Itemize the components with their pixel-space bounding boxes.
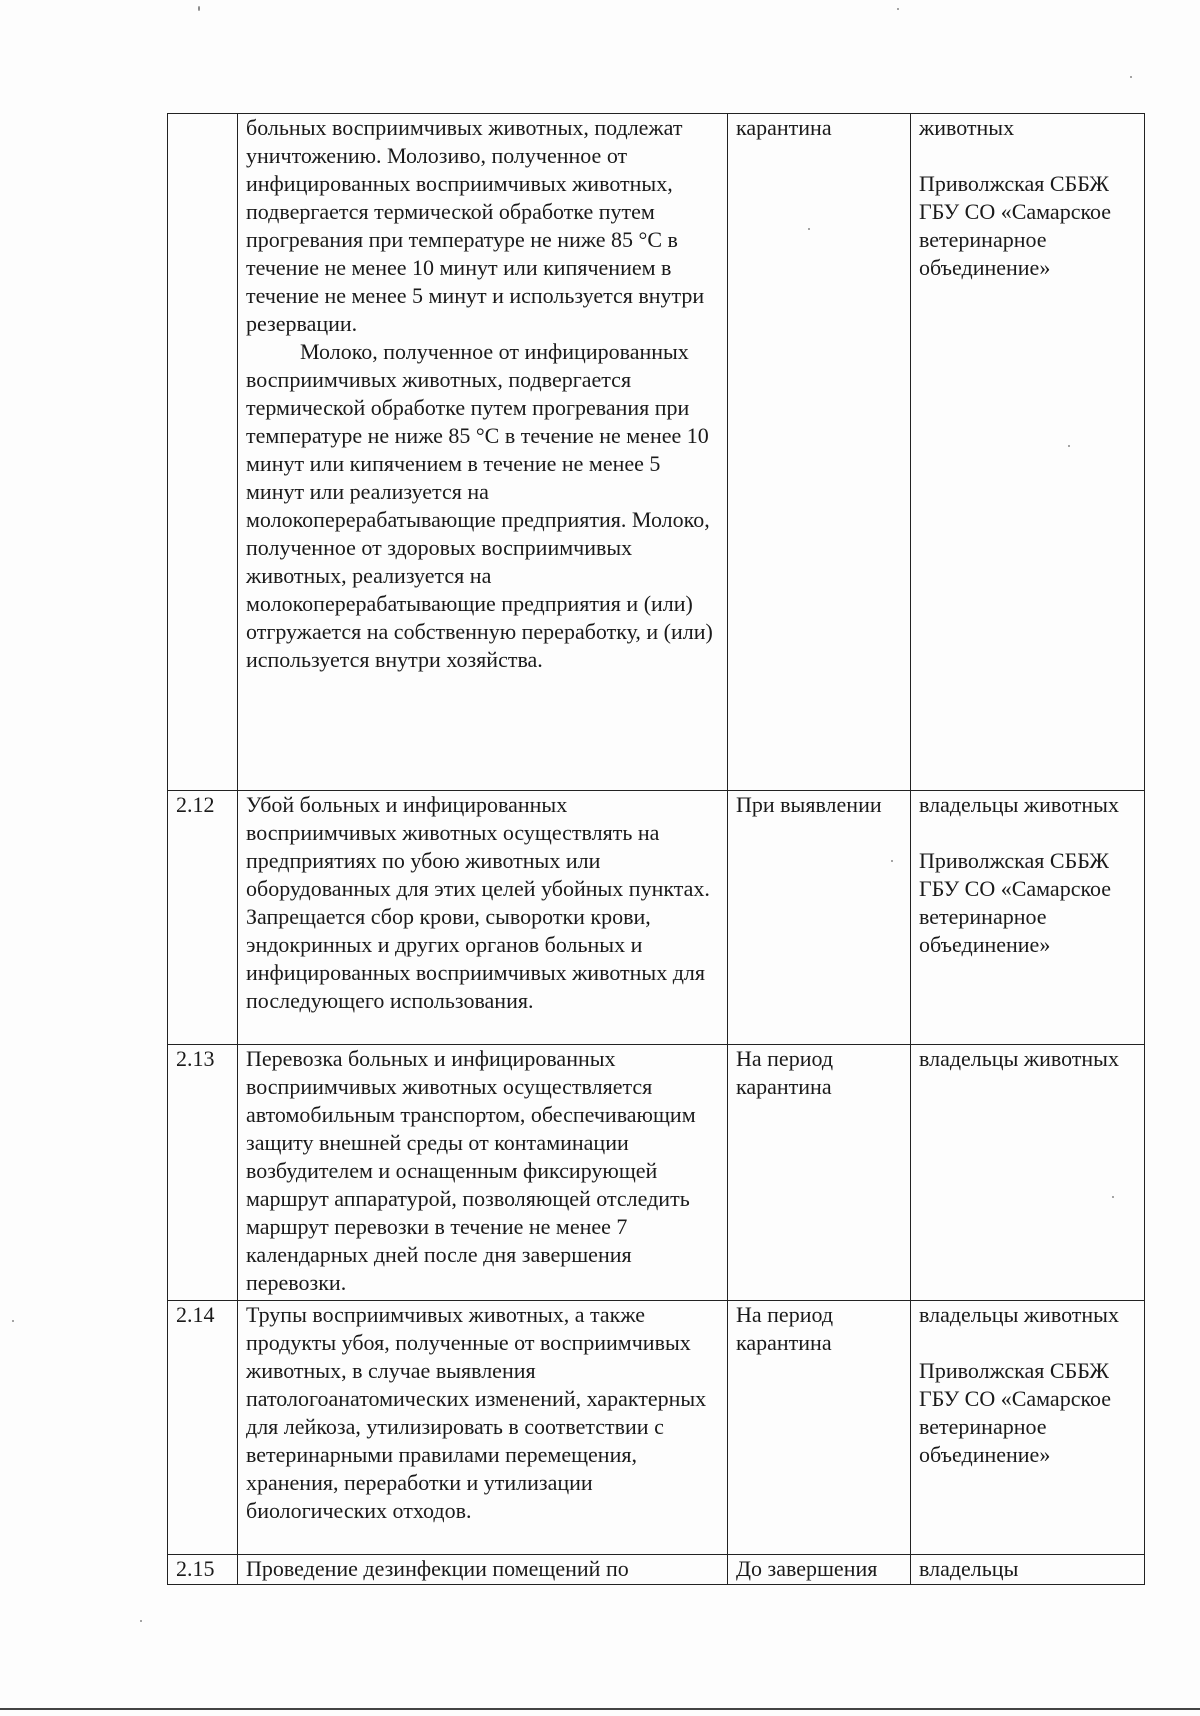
table-row (168, 1555, 1145, 1585)
responsible-cell (911, 1555, 1145, 1585)
scan-speck (808, 228, 810, 230)
measure-paragraph: Молоко, полученное от инфицированных восприимчивых животных, подвергается термической обработке путем прогревания при температуре не ниже 85 °С в течение не менее 10 минут или кипячением в течение не менее 5 минут или реализуется на молокоперерабатывающие предприятия. Молоко, полученное от здоровых восприимчивых животных, реализуется на молокоперерабатывающие предприятия и (или) отгружается на собственную переработку, и (или) используется внутри хозяйства. (246, 339, 713, 672)
scan-speck (897, 8, 899, 10)
table-row (168, 1301, 1145, 1555)
measure-text (238, 114, 728, 791)
measure-text: Трупы восприимчивых животных, а также продукты убоя, полученные от восприимчивых животных, в случае выявления патологоанатомических изменений, характерных для лейкоза, утилизировать в соответствии с ветеринарными правилами перемещения, хранения, переработки и утилизации биологических отходов. (238, 1301, 728, 1555)
responsible-organization: Приволжская СББЖ ГБУ СО «Самарское ветеринарное объединение» (919, 848, 1112, 957)
scan-edge (0, 1708, 1200, 1710)
deadline-cell: На период карантина (728, 1301, 911, 1555)
deadline-cell: При выявлении (728, 791, 911, 1045)
responsible-owner: владельцы животных (919, 1046, 1119, 1071)
scan-speck (1130, 76, 1132, 78)
responsible-cell (911, 1301, 1145, 1555)
responsible-owner: владельцы животных (919, 792, 1119, 817)
scan-speck (891, 860, 893, 862)
responsible-organization: Приволжская СББЖ ГБУ СО «Самарское ветеринарное объединение» (919, 1358, 1112, 1467)
scan-speck (1112, 1196, 1114, 1198)
measure-text: Перевозка больных и инфицированных восприимчивых животных осуществляется автомобильным транспортом, обеспечивающим защиту внешней среды от контаминации возбудителем и оснащенным фиксирующей маршрут аппаратурой, позволяющей отследить маршрут перевозки в течение не менее 7 календарных дней после дня завершения перевозки. (238, 1045, 728, 1301)
table-row (168, 1045, 1145, 1301)
measure-text: Проведение дезинфекции помещений по (238, 1555, 728, 1585)
responsible-owner: владельцы животных (919, 1302, 1119, 1327)
table-row (168, 791, 1145, 1045)
responsible-cell (911, 114, 1145, 791)
item-number: 2.15 (168, 1555, 238, 1585)
scan-speck (1068, 445, 1070, 447)
scan-speck (12, 1320, 14, 1322)
responsible-owner: животных (919, 115, 1015, 140)
item-number: 2.14 (168, 1301, 238, 1555)
item-number: 2.12 (168, 791, 238, 1045)
measure-text: Убой больных и инфицированных восприимчивых животных осуществлять на предприятиях по убою животных или оборудованных для этих целей убойных пунктах. Запрещается сбор крови, сыворотки крови, эндокринных и других органов больных и инфицированных восприимчивых животных для последующего использования. (238, 791, 728, 1045)
deadline-cell: карантина (728, 114, 911, 791)
item-number: 2.13 (168, 1045, 238, 1301)
measure-paragraph: больных восприимчивых животных, подлежат уничтожению. Молозиво, полученное от инфицированных восприимчивых животных, подвергается термической обработке путем прогревания при температуре не ниже 85 °С в течение не менее 10 минут или кипячением в течение не менее 5 минут и используется внутри резервации. (246, 115, 705, 336)
responsible-cell (911, 791, 1145, 1045)
responsible-organization: Приволжская СББЖ ГБУ СО «Самарское ветеринарное объединение» (919, 171, 1112, 280)
item-number (168, 114, 238, 791)
scan-speck (198, 6, 200, 11)
measures-table (167, 113, 1145, 1585)
scan-speck (140, 1620, 142, 1622)
table-row (168, 114, 1145, 791)
deadline-cell: На период карантина (728, 1045, 911, 1301)
deadline-cell: До завершения (728, 1555, 911, 1585)
responsible-owner: владельцы (919, 1556, 1019, 1581)
responsible-cell (911, 1045, 1145, 1301)
